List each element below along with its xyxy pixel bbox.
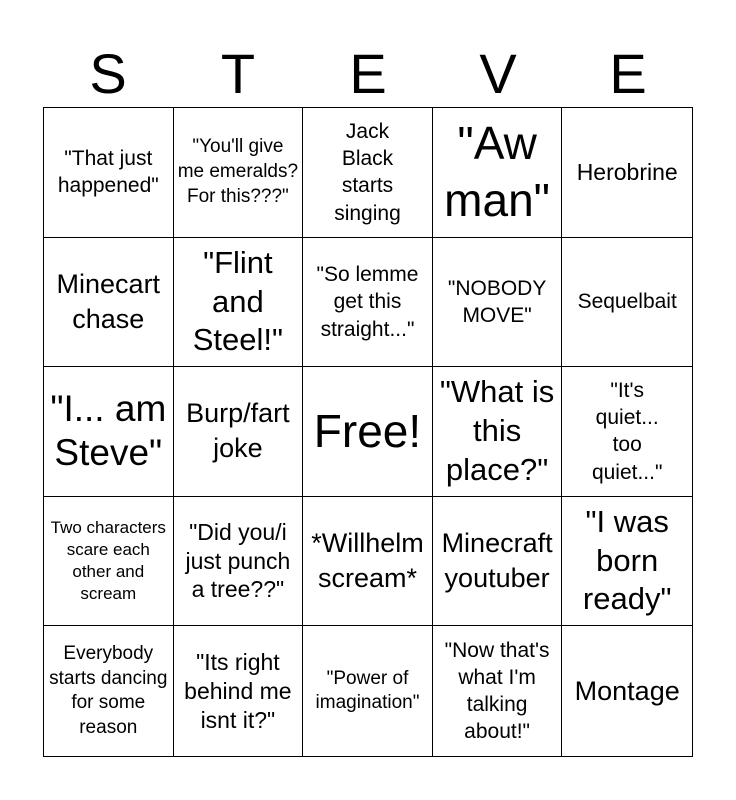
header-letter: T: [220, 42, 256, 105]
cell-text: Everybody starts dancing for some reason: [49, 642, 168, 738]
header-letter: S: [89, 42, 127, 105]
cell-text: "Aw man": [444, 116, 550, 227]
bingo-cell[interactable]: [433, 238, 563, 368]
bingo-cell[interactable]: [303, 626, 433, 756]
cell-text: "Now that's what I'm talking about!": [444, 638, 550, 744]
header-letter: E: [609, 42, 647, 105]
cell-text: Sequelbait: [577, 290, 677, 314]
bingo-cell[interactable]: [174, 108, 304, 238]
cell-text: Minecraft youtuber: [441, 528, 553, 594]
bingo-cell[interactable]: [303, 497, 433, 627]
bingo-cell[interactable]: [174, 626, 304, 756]
cell-text: "I... am Steve": [50, 388, 167, 474]
bingo-cell[interactable]: [44, 497, 174, 627]
bingo-cell[interactable]: [562, 108, 692, 238]
bingo-cell[interactable]: [303, 108, 433, 238]
bingo-cell[interactable]: [433, 367, 563, 497]
cell-text: "What is this place?": [439, 374, 555, 487]
cell-text: *Willhelm scream*: [311, 528, 424, 594]
cell-text: "Did you/i just punch a tree??": [185, 518, 291, 603]
bingo-cell[interactable]: [44, 108, 174, 238]
cell-text: "That just happened": [57, 147, 159, 198]
bingo-cell free-space[interactable]: [303, 367, 433, 497]
bingo-cell[interactable]: [562, 367, 692, 497]
bingo-cell[interactable]: [433, 497, 563, 627]
cell-text: "NOBODY MOVE": [447, 276, 547, 327]
cell-text: Minecart chase: [56, 268, 161, 334]
cell-text: "So lemme get this straight...": [316, 262, 419, 341]
cell-text: Free!: [313, 404, 422, 457]
bingo-cell[interactable]: [562, 238, 692, 368]
bingo-cell[interactable]: [303, 238, 433, 368]
bingo-cell[interactable]: [433, 108, 563, 238]
bingo-cell[interactable]: [174, 497, 304, 627]
cell-text: Herobrine: [576, 158, 678, 185]
cell-text: Jack Black starts singing: [334, 119, 401, 225]
cell-text: Burp/fart joke: [186, 398, 290, 464]
cell-text: "Its right behind me isnt it?": [184, 649, 292, 733]
cell-text: Two characters scare each other and scream: [50, 517, 166, 604]
header-letter: V: [479, 42, 517, 105]
bingo-cell[interactable]: [44, 626, 174, 756]
bingo-cell[interactable]: [562, 626, 692, 756]
cell-text: "It's quiet... too quiet...": [591, 378, 663, 484]
bingo-board: [43, 107, 693, 757]
bingo-cell[interactable]: [433, 626, 563, 756]
header-letter: E: [349, 42, 387, 105]
bingo-header: [43, 40, 693, 108]
cell-text: "You'll give me emeralds? For this???": [177, 136, 299, 207]
bingo-cell[interactable]: [44, 367, 174, 497]
bingo-cell[interactable]: [44, 238, 174, 368]
bingo-cell[interactable]: [562, 497, 692, 627]
cell-text: Montage: [574, 675, 680, 706]
bingo-cell[interactable]: [174, 238, 304, 368]
cell-text: "Power of imagination": [315, 667, 420, 714]
cell-text: "Flint and Steel!": [192, 244, 284, 358]
cell-text: "I was born ready": [582, 503, 672, 617]
bingo-cell[interactable]: [174, 367, 304, 497]
